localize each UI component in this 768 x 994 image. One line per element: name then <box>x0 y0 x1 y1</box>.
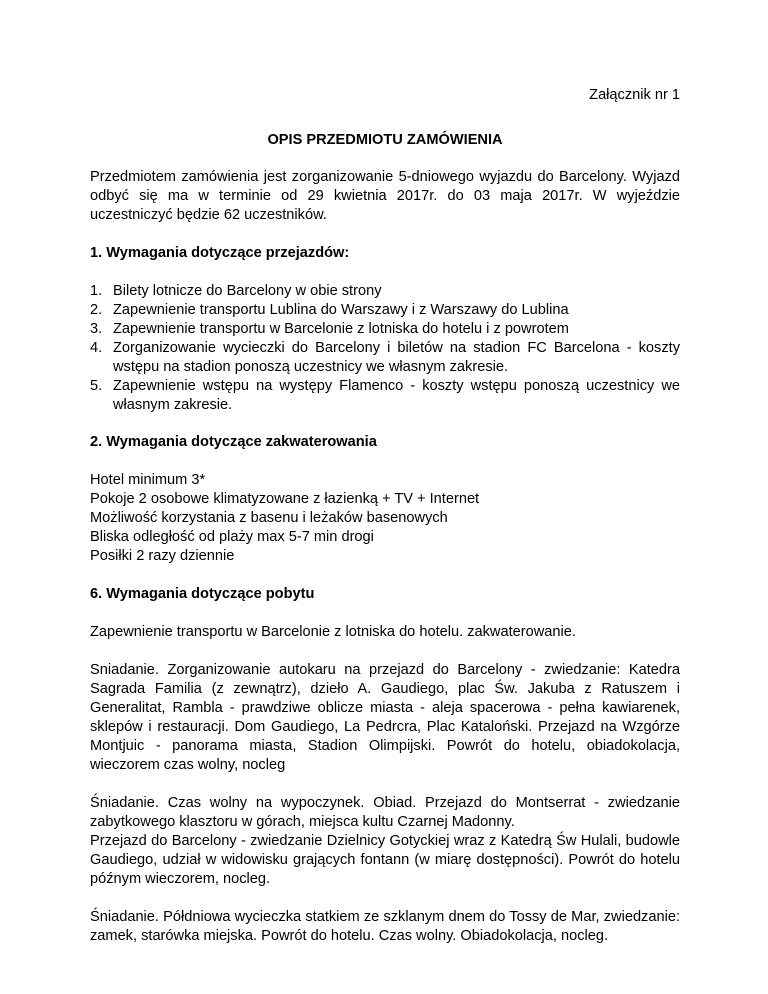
requirement-line: Posiłki 2 razy dziennie <box>90 548 235 564</box>
list-text: Zapewnienie wstępu na występy Flamenco - koszty wstępu ponoszą uczestnicy we własnym zakresie. <box>113 378 680 413</box>
list-text: Zapewnienie transportu Lublina do Warszawy i z Warszawy do Lublina <box>113 302 569 318</box>
requirement-line: Pokoje 2 osobowe klimatyzowane z łazienką + TV + Internet <box>90 491 480 507</box>
requirement-line: Możliwość korzystania z basenu i leżaków basenowych <box>90 510 448 526</box>
stay-paragraph: Przejazd do Barcelony - zwiedzanie Dzielnicy Gotyckiej wraz z Katedrą Św Hulali, budowle Gaudiego, udział w widowisku grających fontann (w miarę dostępności). Powrót do hotelu późnym wieczorem, nocleg. <box>90 833 680 887</box>
list-number: 5. <box>90 378 103 394</box>
list-item <box>90 377 680 415</box>
list-item <box>90 320 680 339</box>
stay-paragraph: Śniadanie. Czas wolny na wypoczynek. Obiad. Przejazd do Montserrat - zwiedzanie zabytkowego klasztoru w górach, miejsca kultu Czarnej Madonny. <box>90 795 680 830</box>
stay-paragraph: Śniadanie. Półdniowa wycieczka statkiem ze szklanym dnem do Tossy de Mar, zwiedzanie: zamek, starówka miejska. Powrót do hotelu. Czas wolny. Obiadokolacja, nocleg. <box>90 909 680 944</box>
intro-paragraph: Przedmiotem zamówienia jest zorganizowanie 5-dniowego wyjazdu do Barcelony. Wyjazd odbyć się ma w terminie od 29 kwietnia 2017r. do 03 maja 2017r. W wyjeździe uczestniczyć będzie 62 uczestników. <box>90 169 680 223</box>
stay-paragraph: Zapewnienie transportu w Barcelonie z lotniska do hotelu. zakwaterowanie. <box>90 624 576 640</box>
transport-requirements-list <box>90 282 680 415</box>
accommodation-requirements <box>90 471 680 566</box>
list-number: 4. <box>90 340 103 356</box>
list-item <box>90 339 680 377</box>
section1-heading: 1. Wymagania dotyczące przejazdów: <box>90 245 350 261</box>
list-number: 2. <box>90 302 103 318</box>
document-title: OPIS PRZEDMIOTU ZAMÓWIENIA <box>267 132 503 148</box>
list-item <box>90 301 680 320</box>
stay-paragraph: Sniadanie. Zorganizowanie autokaru na przejazd do Barcelony - zwiedzanie: Katedra Sagrada Familia (z zewnątrz), dzieło A. Gaudiego, plac Św. Jakuba z Ratuszem i Generalitat, Rambla - prawdziwe oblicze miasta - aleja spacerowa - pełna kawiarenek, sklepów i restauracji. Dom Gaudiego, La Pedrcra, Plac Kataloński. Przejazd na Wzgórze Montjuic - panorama miasta, Stadion Olimpijski. Powrót do hotelu, obiadokolacja, wieczorem czas wolny, nocleg <box>90 662 680 773</box>
list-text: Zorganizowanie wycieczki do Barcelony i biletów na stadion FC Barcelona - koszty wstępu na stadion ponoszą uczestnicy we własnym zakresie. <box>113 340 680 375</box>
list-item <box>90 282 680 301</box>
list-number: 1. <box>90 283 103 299</box>
requirement-line: Hotel minimum 3* <box>90 472 206 488</box>
annex-label: Załącznik nr 1 <box>589 87 680 103</box>
list-text: Zapewnienie transportu w Barcelonie z lotniska do hotelu i z powrotem <box>113 321 569 337</box>
section2-heading: 2. Wymagania dotyczące zakwaterowania <box>90 434 377 450</box>
section6-heading: 6. Wymagania dotyczące pobytu <box>90 586 315 602</box>
requirement-line: Bliska odległość od plaży max 5-7 min drogi <box>90 529 374 545</box>
list-text: Bilety lotnicze do Barcelony w obie strony <box>113 283 382 299</box>
list-number: 3. <box>90 321 103 337</box>
